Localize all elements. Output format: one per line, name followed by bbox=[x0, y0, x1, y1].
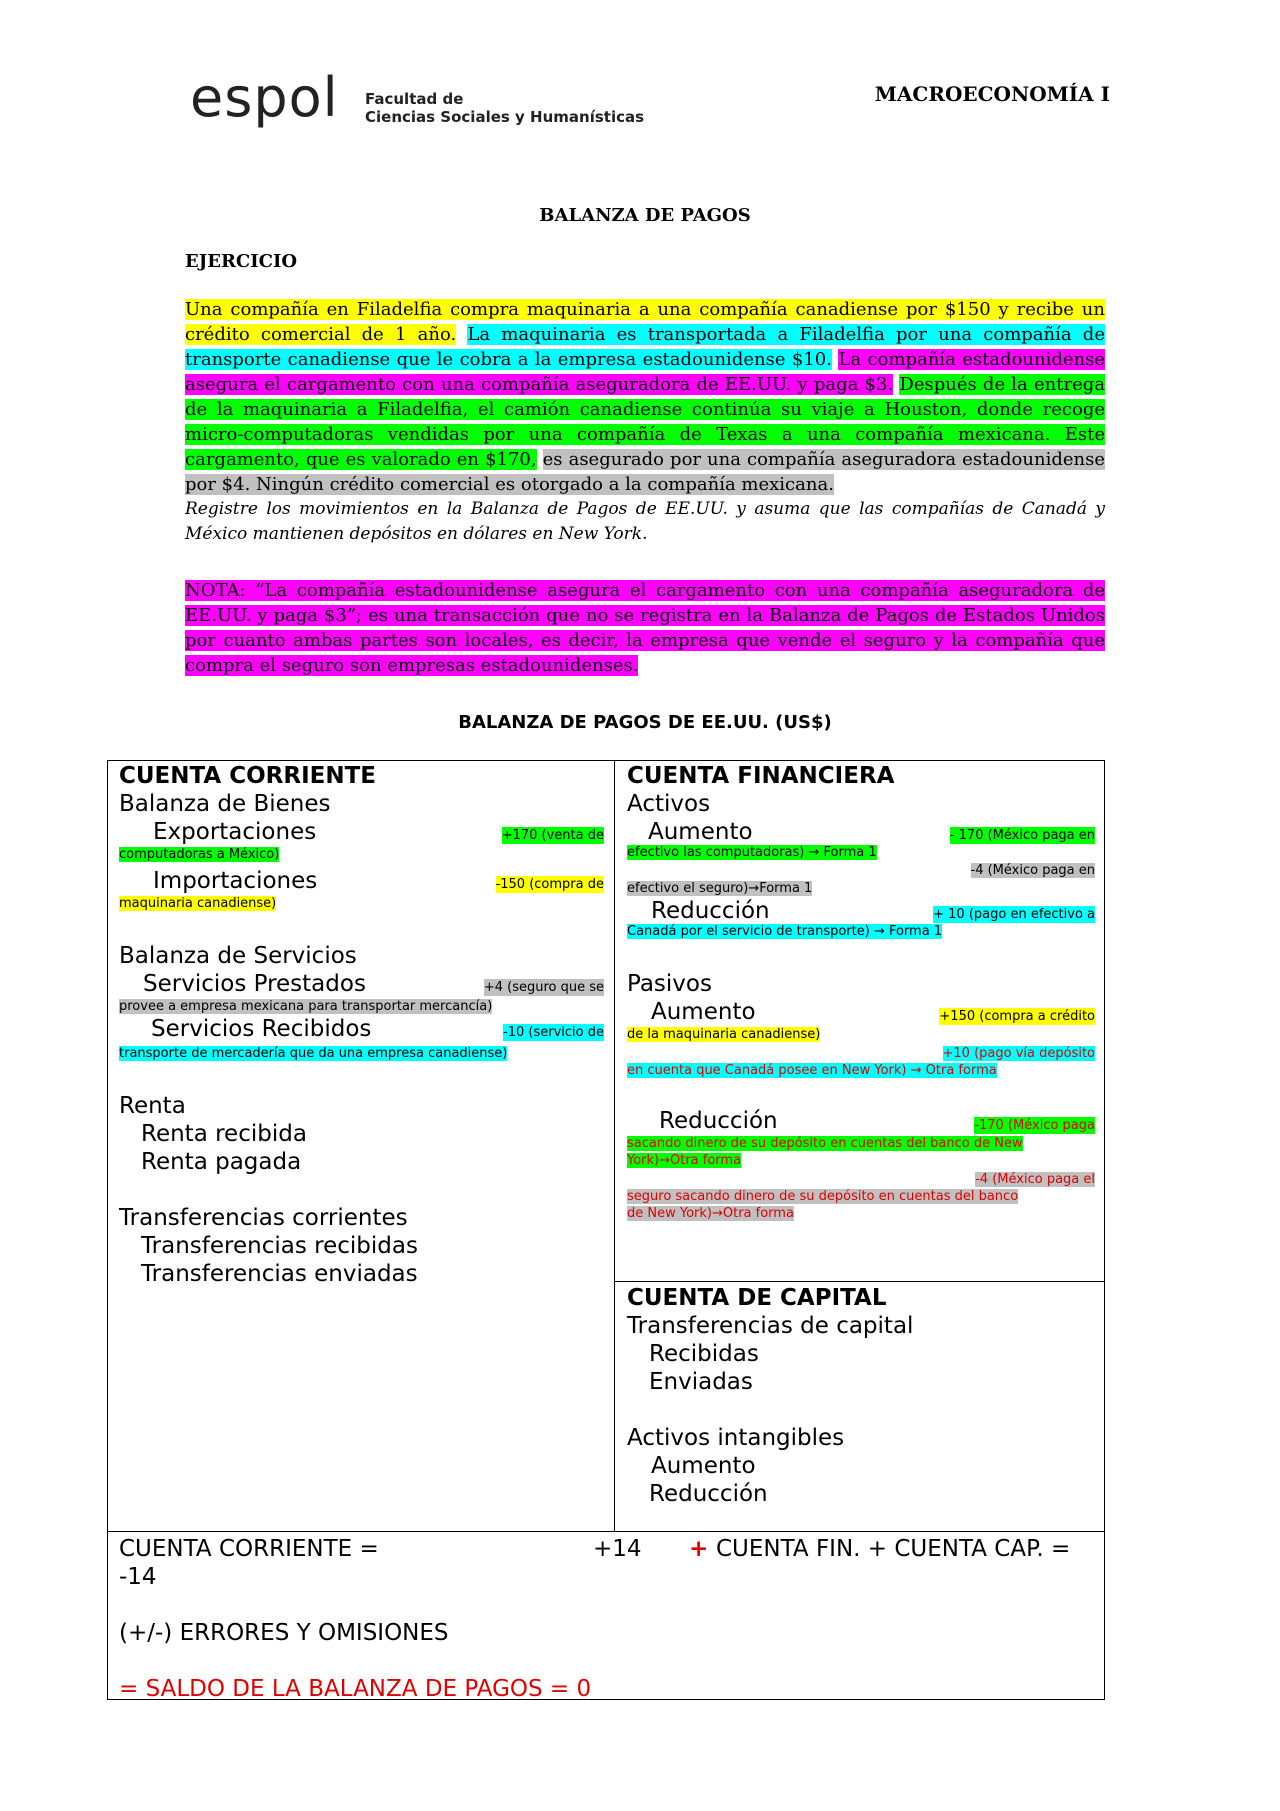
table-title: BALANZA DE PAGOS DE EE.UU. (US$) bbox=[458, 712, 832, 733]
servicios-recibidos-note: -10 (servicio de bbox=[503, 1025, 604, 1040]
renta-label: Renta bbox=[119, 1093, 186, 1119]
activos-aumento-note-1: - 170 (México paga en bbox=[949, 828, 1095, 843]
summary-cell bbox=[119, 1535, 1099, 1703]
pasivos-aumento-label: Aumento bbox=[651, 999, 756, 1025]
servicios-prestados-label: Servicios Prestados bbox=[143, 971, 366, 997]
activos-aumento-note-1-cont: efectivo las computadoras) → Forma 1 bbox=[627, 845, 877, 860]
pasivos-reduccion-note-2: -4 (México paga el bbox=[975, 1172, 1095, 1187]
table-summary-divider bbox=[107, 1531, 1105, 1532]
activos-label: Activos bbox=[627, 791, 711, 817]
cuenta-financiera-cell bbox=[627, 762, 1095, 1222]
faculty-line-2: Ciencias Sociales y Humanísticas bbox=[365, 108, 645, 126]
cuenta-corriente-heading: CUENTA CORRIENTE bbox=[119, 763, 376, 789]
activos-intangibles-label: Activos intangibles bbox=[627, 1425, 845, 1451]
activos-reduccion-note-cont: Canadá por el servicio de transporte) → Forma 1 bbox=[627, 924, 943, 939]
errores-omisiones-label: (+/-) ERRORES Y OMISIONES bbox=[119, 1620, 449, 1646]
exercise-sentence-1: Una compañía en Filadelfia compra maquinaria a una compañía canadiense por $150 y recibe un crédito comercial de 1 año. bbox=[185, 299, 1105, 345]
summary-fin-cap-label: CUENTA FIN. + CUENTA CAP. = bbox=[716, 1536, 1071, 1562]
pasivos-reduccion-label: Reducción bbox=[659, 1108, 778, 1134]
exercise-sentence-2: La maquinaria es transportada a Filadelfia por una compañía de transporte canadiense que le cobra a la empresa estadounidense $10. bbox=[185, 324, 1105, 370]
section-label: EJERCICIO bbox=[185, 251, 298, 272]
transferencias-corrientes-label: Transferencias corrientes bbox=[119, 1205, 408, 1231]
importaciones-note: -150 (compra de bbox=[495, 877, 604, 892]
activos-aumento-note-2-cont: efectivo el seguro)→Forma 1 bbox=[627, 881, 813, 896]
pasivos-label: Pasivos bbox=[627, 971, 712, 997]
cuenta-capital-heading: CUENTA DE CAPITAL bbox=[627, 1285, 887, 1311]
pasivos-aumento-note-2: +10 (pago vía depósito bbox=[942, 1046, 1095, 1061]
summary-cc-label: CUENTA CORRIENTE = bbox=[119, 1536, 379, 1562]
faculty-line-1: Facultad de bbox=[365, 90, 464, 108]
capital-recibidas-label: Recibidas bbox=[649, 1341, 759, 1367]
renta-recibida-label: Renta recibida bbox=[141, 1121, 307, 1147]
intangibles-aumento-label: Aumento bbox=[651, 1453, 756, 1479]
exportaciones-note: +170 (venta de bbox=[501, 828, 604, 843]
document-title: BALANZA DE PAGOS bbox=[539, 205, 751, 226]
activos-aumento-label: Aumento bbox=[648, 819, 753, 845]
pasivos-reduccion-note-1-cont: sacando dinero de su depósito en cuentas del banco de New bbox=[627, 1136, 1023, 1151]
transferencias-recibidas-label: Transferencias recibidas bbox=[141, 1233, 418, 1259]
capital-enviadas-label: Enviadas bbox=[649, 1369, 753, 1395]
exercise-instruction: Registre los movimientos en la Balanza de Pagos de EE.UU. y asuma que las compañías de Canadá y México mantienen depósitos en dólares en New York. bbox=[185, 499, 1105, 544]
pasivos-reduccion-note-2-cont2: de New York)→Otra forma bbox=[627, 1206, 794, 1221]
exportaciones-label: Exportaciones bbox=[153, 819, 317, 845]
importaciones-label: Importaciones bbox=[153, 868, 318, 894]
servicios-prestados-note-cont: provee a empresa mexicana para transportar mercancía) bbox=[119, 999, 493, 1014]
saldo-balanza-label: = SALDO DE LA BALANZA DE PAGOS = 0 bbox=[119, 1676, 592, 1702]
table-vertical-divider bbox=[614, 760, 615, 1532]
importaciones-note-cont: maquinaria canadiense) bbox=[119, 896, 277, 911]
summary-cc-value: +14 bbox=[593, 1536, 642, 1562]
pasivos-reduccion-note-1-cont2: York)→Otra forma bbox=[627, 1153, 742, 1168]
balanza-bienes-label: Balanza de Bienes bbox=[119, 791, 331, 817]
exercise-sentence-4: Después de la entrega de la maquinaria a Filadelfia, el camión canadiense continúa su viaje a Houston, donde recoge micro-computadoras vendidas por una compañía de Texas a una compañía mexicana. Este cargamento, que es valorado en $170, bbox=[185, 374, 1105, 470]
servicios-recibidos-note-cont: transporte de mercadería que da una empresa canadiense) bbox=[119, 1046, 508, 1061]
exportaciones-note-cont: computadoras a México) bbox=[119, 847, 280, 862]
pasivos-aumento-note-1: +150 (compra a crédito bbox=[939, 1009, 1095, 1024]
servicios-recibidos-label: Servicios Recibidos bbox=[151, 1016, 372, 1042]
intangibles-reduccion-label: Reducción bbox=[649, 1481, 768, 1507]
servicios-prestados-note: +4 (seguro que se bbox=[483, 980, 604, 995]
activos-reduccion-note: + 10 (pago en efectivo a bbox=[933, 907, 1095, 922]
exercise-sentence-3: La compañía estadounidense asegura el cargamento con una compañía aseguradora de EE.UU. y paga $3. bbox=[185, 349, 1105, 395]
summary-plus-sign: + bbox=[689, 1536, 709, 1562]
cuenta-capital-cell bbox=[627, 1284, 1095, 1508]
transferencias-enviadas-label: Transferencias enviadas bbox=[141, 1261, 418, 1287]
activos-aumento-note-2: -4 (México paga en bbox=[970, 863, 1095, 878]
activos-reduccion-label: Reducción bbox=[651, 898, 770, 924]
note-paragraph bbox=[185, 578, 1105, 678]
transferencias-capital-label: Transferencias de capital bbox=[627, 1313, 914, 1339]
cuenta-corriente-cell bbox=[119, 762, 604, 1288]
pasivos-reduccion-note-1: -170 (México paga bbox=[974, 1118, 1095, 1133]
faculty-name bbox=[365, 90, 644, 126]
pasivos-reduccion-note-2-cont: seguro sacando dinero de su depósito en cuentas del banco bbox=[627, 1189, 1019, 1204]
renta-pagada-label: Renta pagada bbox=[141, 1149, 302, 1175]
exercise-sentence-5: es asegurado por una compañía aseguradora estadounidense por $4. Ningún crédito comercial es otorgado a la compañía mexicana. bbox=[185, 449, 1105, 495]
cuenta-financiera-heading: CUENTA FINANCIERA bbox=[627, 763, 895, 789]
exercise-paragraph bbox=[185, 297, 1105, 547]
note-text: NOTA: “La compañía estadounidense asegura el cargamento con una compañía aseguradora de EE.UU. y paga $3”; es una transacción que no se registra en la Balanza de Pagos de Estados Unidos por cuanto ambas partes son locales, es decir, la empresa que vende el seguro y la compañía que compra el seguro son empresas estadounidenses. bbox=[185, 580, 1105, 676]
pasivos-aumento-note-1-cont: de la maquinaria canadiense) bbox=[627, 1027, 821, 1042]
table-capital-divider bbox=[614, 1281, 1105, 1282]
summary-fin-cap-value: -14 bbox=[119, 1564, 157, 1590]
pasivos-aumento-note-2-cont: en cuenta que Canadá posee en New York) → Otra forma bbox=[627, 1063, 997, 1078]
balanza-servicios-label: Balanza de Servicios bbox=[119, 943, 357, 969]
espol-logo: espol bbox=[190, 66, 339, 129]
course-title: MACROECONOMÍA I bbox=[874, 82, 1110, 106]
